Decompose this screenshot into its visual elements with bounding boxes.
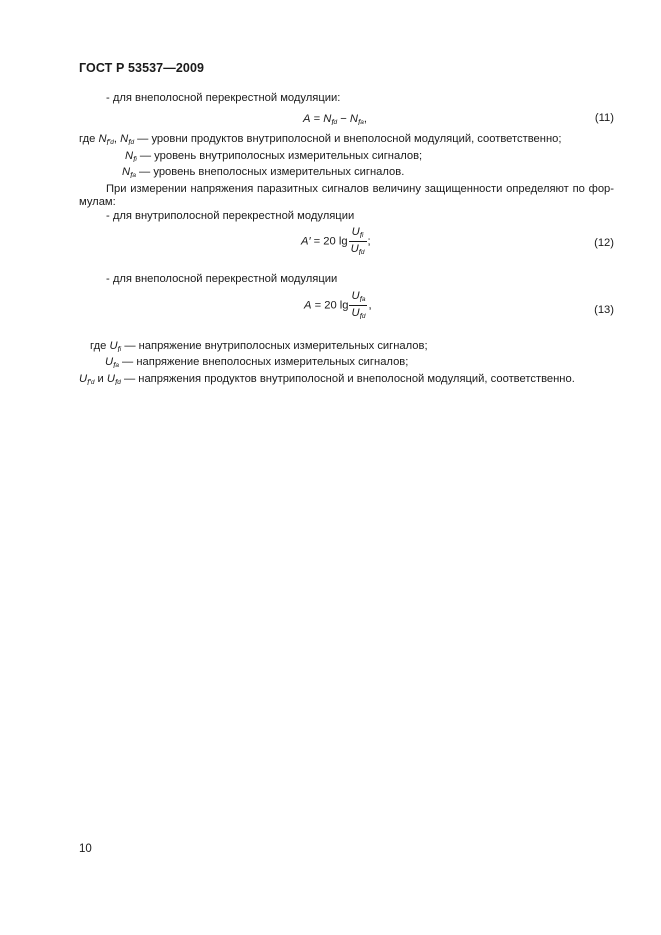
eq11-lhs: A xyxy=(303,113,311,125)
document-header: ГОСТ Р 53537—2009 xyxy=(79,61,205,75)
eq11-t1-sub2: d xyxy=(333,119,338,126)
eq12-den-sub: f xyxy=(358,248,361,257)
where1-line2-sub2: i xyxy=(135,156,137,163)
where2-v1: U xyxy=(109,340,118,352)
eq12-den-var: U xyxy=(350,243,359,255)
where1-comma: , xyxy=(113,133,121,145)
where2-v4: U xyxy=(106,373,116,385)
eq11-t2-sub2: a xyxy=(360,119,364,126)
eq12-numerator xyxy=(349,226,367,242)
eq12-num-sub2: i xyxy=(361,232,364,239)
where1-n1-sub2: d xyxy=(110,139,114,146)
outband-intro-1: - для внеполосной перекрестной модуляции: xyxy=(106,92,341,104)
eq13-tail: , xyxy=(368,299,372,312)
eq11-t2-sub: f xyxy=(358,118,361,127)
eq13-num-var: U xyxy=(351,290,360,302)
where2-v2-sub2: a xyxy=(115,362,119,369)
eq13-numerator xyxy=(349,290,367,306)
where1-text: — уровни продуктов внутриполосной и внеполосной модуляций, соответственно; xyxy=(134,133,562,145)
eq13-den-sub: f xyxy=(359,312,362,321)
eq11-eq: = xyxy=(310,113,324,125)
where-line-3 xyxy=(122,165,404,181)
eq13-fraction xyxy=(349,290,367,321)
paragraph-voltage: При измерении напряжения паразитных сигналов величину защищенности определяют по фор- xyxy=(106,183,614,195)
eq11-t1: N xyxy=(323,113,332,125)
where2-t2: — напряжение внеполосных измерительных сигналов; xyxy=(118,356,409,368)
where2-line-1 xyxy=(90,339,428,355)
where1-line3-text: — уровень внеполосных измерительных сигналов. xyxy=(135,166,405,178)
where1-line3-var: N xyxy=(122,166,131,178)
eq13-num-sub2: a xyxy=(361,296,366,303)
where1-line2-text: — уровень внутриполосных измерительных сигналов; xyxy=(136,150,423,162)
where2-v4-sub: f xyxy=(115,378,118,387)
where1-line2-var: N xyxy=(125,150,134,162)
where1-n2-sub2: d xyxy=(130,139,135,146)
eq11-tail: , xyxy=(363,113,367,125)
eq12-tail: ; xyxy=(367,235,371,248)
eq13-den-var: U xyxy=(351,307,360,319)
eq13-eq: = 20 lg xyxy=(311,299,349,312)
where1-line2-sub: f xyxy=(133,155,136,164)
equation-number-13: (13) xyxy=(594,304,614,316)
where-line-2 xyxy=(125,149,422,165)
where2-t1: — напряжение внутриполосных измерительных сигналов; xyxy=(121,340,428,352)
equation-11 xyxy=(303,112,367,128)
where2-t3: — напряжения продуктов внутриполосной и внеполосной модуляций, соответственно. xyxy=(120,373,575,385)
eq12-eq: = 20 lg xyxy=(310,235,348,248)
inband-intro: - для внутриполосной перекрестной модуляции xyxy=(106,210,355,222)
where1-n1: N xyxy=(98,133,107,145)
where2-prefix: где xyxy=(90,340,110,352)
where1-n1-sub: f′ xyxy=(106,138,111,147)
eq12-lhs: A′ xyxy=(301,235,311,248)
where1-line3-sub2: a xyxy=(132,172,136,179)
where2-line-2 xyxy=(105,355,408,371)
where1-prefix: где xyxy=(79,133,99,145)
where2-v1-sub: f xyxy=(117,345,120,354)
eq13-denominator xyxy=(349,306,367,321)
equation-13 xyxy=(304,290,372,321)
where1-n2: N xyxy=(120,133,129,145)
eq11-t1-sub: f xyxy=(331,118,334,127)
where2-line-3 xyxy=(79,372,575,388)
where2-v3-sub2: d xyxy=(90,379,95,386)
outband-intro-2: - для внеполосной перекрестной модуляции xyxy=(106,273,338,285)
eq12-num-var: U xyxy=(351,226,360,238)
where2-v3-sub: f′ xyxy=(87,378,91,387)
where2-and: и xyxy=(94,373,107,385)
eq11-t2: N xyxy=(349,113,359,125)
where-line-1 xyxy=(79,132,561,148)
where1-n2-sub: f xyxy=(128,138,131,147)
page-number: 10 xyxy=(79,843,92,855)
eq13-lhs: A xyxy=(304,299,312,312)
eq13-num-sub: f xyxy=(359,295,362,304)
paragraph-voltage-continued: мулам: xyxy=(79,196,116,208)
eq12-num-sub: f xyxy=(359,231,362,240)
where2-v2: U xyxy=(105,356,114,368)
where1-line3-sub: f xyxy=(130,171,133,180)
where2-v4-sub2: d xyxy=(117,379,121,386)
where2-v3: U xyxy=(79,373,88,385)
eq12-fraction xyxy=(349,226,367,257)
eq12-den-sub2: d xyxy=(360,249,365,256)
eq12-denominator xyxy=(349,242,367,257)
equation-12 xyxy=(301,226,371,257)
equation-number-12: (12) xyxy=(594,237,614,249)
where2-v1-sub2: i xyxy=(119,346,122,353)
eq11-minus: − xyxy=(337,113,350,125)
eq13-den-sub2: d xyxy=(361,313,366,320)
equation-number-11: (11) xyxy=(594,112,614,124)
where2-v2-sub: f xyxy=(113,361,116,370)
